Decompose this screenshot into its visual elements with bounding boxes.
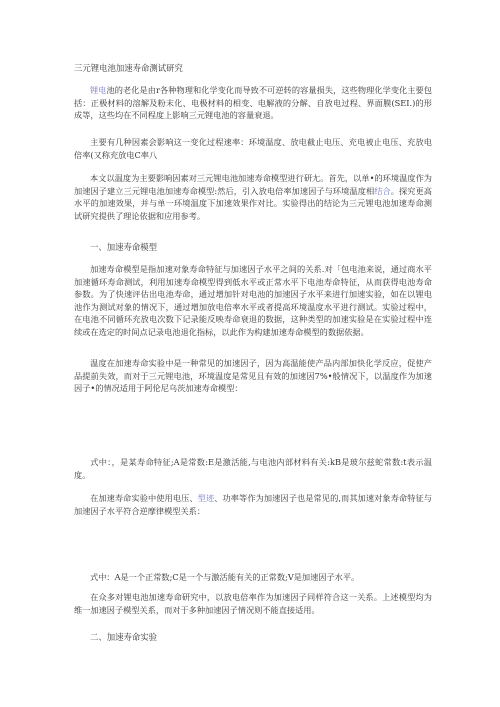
- paragraph-text: 式中：A是一个正常数;C是一个与激活能有关的正常数;V是加速因子水平。: [90, 572, 360, 582]
- paragraph-text: 在众多对锂电池加速寿命研究中，以放电倍率作为加速因子同样符合这一关系。上述模型均为维一加速因子模型关系，而对于多种加速因子情况则不能直接适用。: [74, 592, 432, 615]
- paragraph-text: 池的老化是由r各种物理和化学变化而导致不可逆转的容量损失，这些物理化学变化主要包括：正极材料的溶解及粉末化、电极材料的相变、电解液的分解、自放电过程、界面膜(SEI.)的形成等，这些均在不同程度上影响三元锂电池的容量衰退。: [74, 85, 432, 121]
- paragraph-text: 。探究更高水平的加速效果，并与单一环境温度下加速效果作对比。实验得出的结论为三元锂电池加速寿命测试研究提供了理论依据和应用参考。: [74, 185, 432, 221]
- paragraph-intro: [74, 84, 432, 122]
- link-combine[interactable]: 结合: [374, 185, 391, 196]
- link-lithium-battery[interactable]: 锂电: [90, 85, 107, 95]
- paragraph-inverse-power: [74, 492, 432, 517]
- paragraph-text: 本文以温度为主要影响因素对三元锂电池加速寿命模型进行研尢。首先，以单•的环境温度作为加速因子建立三元锂电池加速寿命模型:然后，引入放电倍率加速因子与环境温度相: [74, 173, 432, 196]
- section-heading-2: 二、加速寿命实验: [90, 632, 157, 642]
- paragraph-text: 式中：，是某寿命特征;A是常数:E是激活能,与电池内部材料有关:kB是玻尔兹蛇常数:t表示温度。: [74, 457, 432, 480]
- section-heading-1: 一、加速寿命模型: [90, 242, 157, 252]
- paragraph-formula2-legend: [74, 571, 432, 584]
- paragraph-factors: [74, 136, 432, 161]
- paragraph-text: 在加速寿命实验中使用电压、: [90, 493, 198, 503]
- paragraph-text: 加速寿命模型是指加速对象寿命特征与加速因子水平之间的关系.对「包电池来说，通过商水平加速循环寿命测试，利用加速寿命模型得到低水平或正常水平下电池寿命特征，从而获得电池寿命参数。为了快速评估出电池寿命，通过增加针对电池的加速因子水平来进行加速实验，如在以锂电池作为测试对象的情况下，通过增加放电倍率水平或者提高环境温度水平进行测试。实验过程中，在电池不同循环充放电次数下记录能反映寿命衰退的数据，这种类型的加速实验是在实验过程中连续或在选定的时间点记录电池退化指标，以此作为构建加速寿命模型的数据依据。: [74, 264, 432, 337]
- paragraph-temperature: [74, 357, 432, 395]
- paragraph-model: [74, 263, 432, 339]
- paragraph-text: 、功率等作为加速因子也是常见的,而其加速对象寿命特征与加速因子水平符合逆摩律模型关系：: [74, 493, 432, 516]
- paragraph-text: 主要有几种因素会影响这一变化过程速率：环境温度、放电截止电压、充电被止电压、充放电倍率(又称充放电C率八: [74, 137, 432, 160]
- link-current[interactable]: 型迹: [197, 493, 215, 503]
- document-title: 三元锂电池加速寿命测试研究: [74, 63, 183, 73]
- paragraph-discharge-rate: [74, 591, 432, 616]
- paragraph-overview: [74, 172, 432, 222]
- paragraph-text: 温度在加速寿命实验中是一种常见的加速因子，因为高温能使产品内部加快化学反应，促使产品提前失效，而对于三元锂电池，环境温度是常见且有效的加速因7%•般情况下，以温度作为加速因子•的情况适用于阿伦尼乌茨加速寿命模型：: [74, 358, 432, 394]
- paragraph-formula1-legend: [74, 456, 432, 481]
